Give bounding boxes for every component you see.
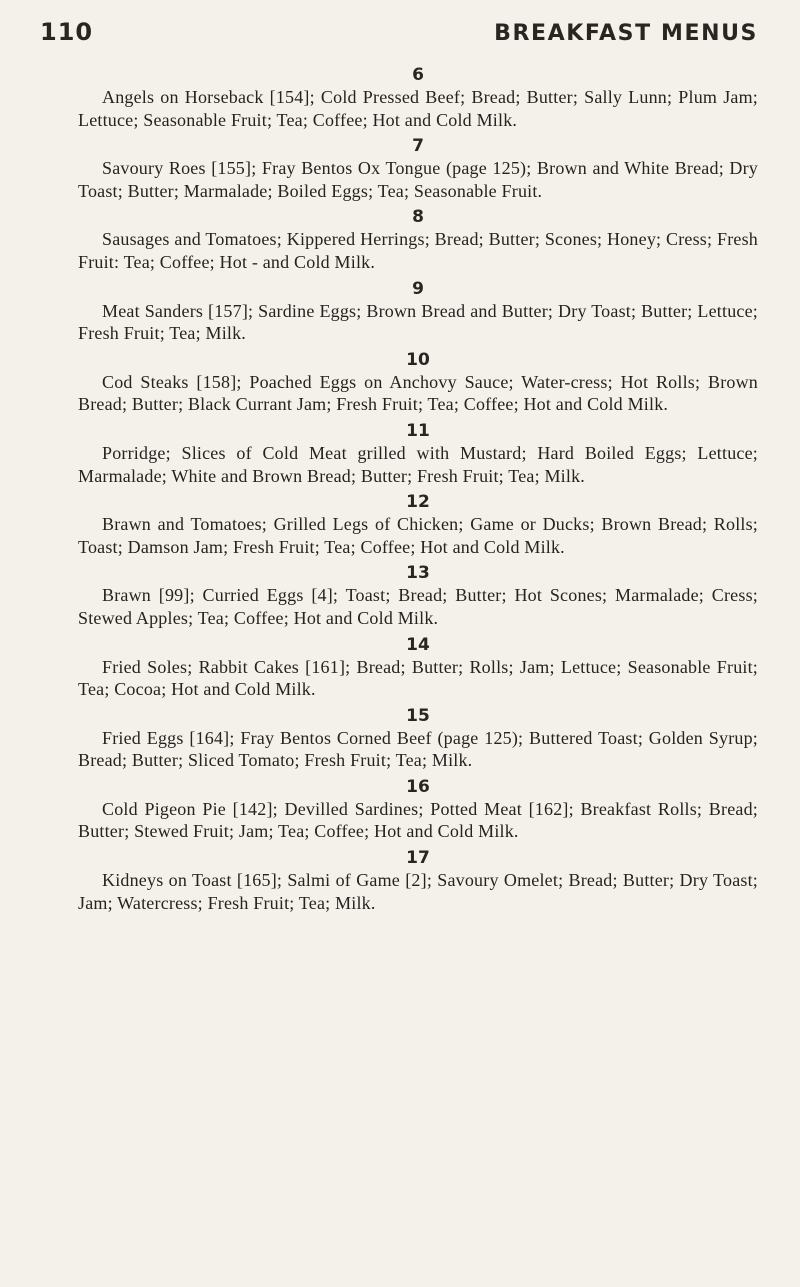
menu-entry	[78, 135, 758, 202]
menu-text: Fried Eggs [164]; Fray Bentos Corned Beef (page 125); Buttered Toast; Golden Syrup; Bread; Butter; Sliced Tomato; Fresh Fruit; Tea; Milk.	[78, 727, 758, 771]
menu-entry	[78, 206, 758, 273]
page-title: BREAKFAST MENUS	[494, 21, 758, 46]
menu-list	[78, 60, 758, 914]
menu-number: 11	[406, 420, 430, 441]
menu-text: Cold Pigeon Pie [142]; Devilled Sardines; Potted Meat [162]; Breakfast Rolls; Bread; Butter; Stewed Fruit; Jam; Tea; Coffee; Hot and Cold Milk.	[78, 798, 758, 842]
menu-entry	[78, 278, 758, 345]
menu-text: Porridge; Slices of Cold Meat grilled with Mustard; Hard Boiled Eggs; Lettuce; Marmalade; White and Brown Bread; Butter; Fresh Fruit; Tea; Milk.	[78, 442, 758, 486]
menu-text: Angels on Horseback [154]; Cold Pressed Beef; Bread; Butter; Sally Lunn; Plum Jam; Lettuce; Seasonable Fruit; Tea; Coffee; Hot and Cold Milk.	[78, 87, 758, 130]
menu-text: Meat Sanders [157]; Sardine Eggs; Brown Bread and Butter; Dry Toast; Butter; Lettuce; Fresh Fruit; Tea; Milk.	[78, 300, 758, 344]
menu-number: 12	[406, 492, 430, 513]
menu-entry	[78, 491, 758, 558]
menu-text: Fried Soles; Rabbit Cakes [161]; Bread; Butter; Rolls; Jam; Lettuce; Seasonable Fruit; Tea; Cocoa; Hot and Cold Milk.	[78, 656, 758, 700]
menu-entry	[78, 776, 758, 843]
menu-number: 15	[406, 705, 430, 726]
menu-number: 10	[406, 349, 430, 370]
menu-number: 6	[412, 65, 424, 85]
menu-text: Kidneys on Toast [165]; Salmi of Game [2]; Savoury Omelet; Bread; Butter; Dry Toast; Jam; Watercress; Fresh Fruit; Tea; Milk.	[78, 870, 758, 913]
menu-number: 17	[406, 848, 430, 869]
menu-text: Sausages and Tomatoes; Kippered Herrings; Bread; Butter; Scones; Honey; Cress; Fresh Fruit: Tea; Coffee; Hot - and Cold Milk.	[78, 229, 758, 272]
menu-entry	[78, 420, 758, 487]
running-head	[40, 18, 758, 54]
menu-text: Brawn [99]; Curried Eggs [4]; Toast; Bread; Butter; Hot Scones; Marmalade; Cress; Stewed Apples; Tea; Coffee; Hot and Cold Milk.	[78, 585, 758, 628]
menu-number: 9	[412, 278, 424, 299]
menu-text: Cod Steaks [158]; Poached Eggs on Anchovy Sauce; Water-cress; Hot Rolls; Brown Bread; Butter; Black Currant Jam; Fresh Fruit; Tea; Coffee; Hot and Cold Milk.	[78, 371, 758, 415]
menu-text: Brawn and Tomatoes; Grilled Legs of Chicken; Game or Ducks; Brown Bread; Rolls; Toast; Damson Jam; Fresh Fruit; Tea; Coffee; Hot and Cold Milk.	[78, 514, 758, 557]
menu-number: 8	[412, 207, 424, 228]
menu-entry	[78, 562, 758, 629]
menu-text: Savoury Roes [155]; Fray Bentos Ox Tongue (page 125); Brown and White Bread; Dry Toast; Butter; Marmalade; Boiled Eggs; Tea; Seasonable Fruit.	[78, 158, 758, 201]
menu-entry	[78, 349, 758, 416]
menu-number: 7	[412, 136, 424, 157]
menu-entry	[78, 64, 758, 131]
menu-entry	[78, 634, 758, 701]
menu-number: 13	[406, 563, 430, 584]
menu-number: 16	[406, 776, 430, 797]
page-number: 110	[40, 18, 94, 46]
menu-entry	[78, 705, 758, 772]
menu-number: 14	[406, 634, 430, 655]
menu-entry	[78, 847, 758, 914]
